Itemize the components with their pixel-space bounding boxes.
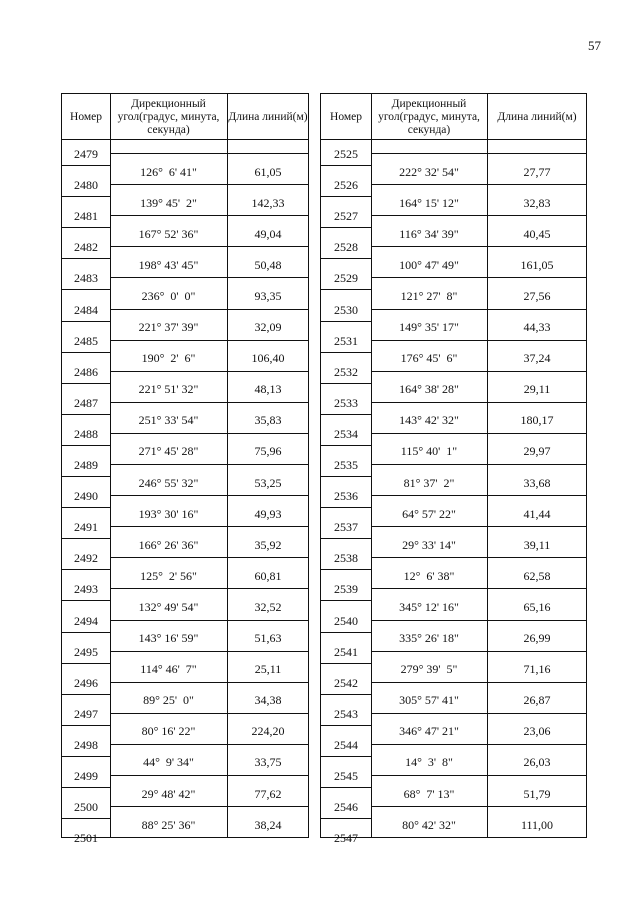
row-divider bbox=[321, 165, 371, 166]
line-length: 51,63 bbox=[254, 631, 282, 646]
row-divider bbox=[371, 402, 587, 403]
line-length: 29,97 bbox=[523, 444, 551, 459]
line-length: 29,11 bbox=[523, 382, 551, 397]
direction-angle: 198° 43' 45" bbox=[138, 257, 199, 272]
row-divider bbox=[110, 215, 309, 216]
row-divider bbox=[110, 464, 309, 465]
line-length: 44,33 bbox=[523, 320, 551, 335]
row-divider bbox=[321, 694, 371, 695]
point-number: 2547 bbox=[334, 831, 358, 846]
direction-angle: 143° 42' 32" bbox=[399, 413, 459, 428]
direction-angle: 132° 49' 54" bbox=[138, 599, 199, 614]
point-number: 2494 bbox=[74, 613, 98, 628]
row-divider bbox=[321, 289, 371, 290]
line-length: 32,52 bbox=[254, 599, 282, 614]
direction-angle: 121° 27' 8" bbox=[400, 288, 458, 303]
line-length: 37,24 bbox=[523, 351, 551, 366]
row-divider bbox=[371, 433, 587, 434]
row-divider bbox=[321, 321, 371, 322]
direction-angle: 80° 16' 22" bbox=[141, 724, 196, 739]
line-length: 38,24 bbox=[254, 817, 282, 832]
point-number: 2535 bbox=[334, 458, 358, 472]
point-number: 2479 bbox=[74, 147, 98, 161]
row-divider bbox=[110, 744, 309, 745]
direction-angle: 164° 15' 12" bbox=[399, 195, 459, 210]
row-divider bbox=[321, 569, 371, 570]
row-divider bbox=[110, 775, 309, 776]
row-divider bbox=[110, 557, 309, 558]
point-number: 2481 bbox=[74, 209, 98, 224]
left-coordinates-table bbox=[61, 93, 309, 846]
point-number: 2483 bbox=[74, 271, 98, 286]
point-number: 2480 bbox=[74, 178, 98, 193]
row-divider bbox=[321, 383, 371, 384]
direction-angle: 143° 16' 59" bbox=[138, 631, 199, 646]
direction-angle: 100° 47' 49" bbox=[399, 257, 459, 272]
row-divider bbox=[62, 600, 110, 601]
header-length: Длина линий(м) bbox=[497, 110, 577, 123]
direction-angle: 12° 6' 38" bbox=[403, 568, 455, 583]
row-divider bbox=[371, 309, 587, 310]
direction-angle: 164° 38' 28" bbox=[399, 382, 459, 397]
row-divider bbox=[321, 507, 371, 508]
direction-angle: 126° 6' 41" bbox=[140, 164, 197, 179]
header-angle: Дирекционный угол(градус, минута, секунда) bbox=[378, 97, 480, 136]
row-divider bbox=[62, 289, 110, 290]
point-number: 2544 bbox=[334, 737, 358, 752]
line-length: 142,33 bbox=[251, 195, 285, 210]
row-divider bbox=[371, 682, 587, 683]
direction-angle: 116° 34' 39" bbox=[399, 226, 459, 241]
row-divider bbox=[62, 632, 110, 633]
direction-angle: 246° 55' 32" bbox=[138, 475, 199, 490]
line-length: 27,56 bbox=[523, 288, 551, 303]
row-divider bbox=[371, 495, 587, 496]
row-divider bbox=[371, 184, 587, 185]
header-number: Номер bbox=[330, 110, 362, 123]
point-number: 2491 bbox=[74, 520, 98, 535]
row-divider bbox=[62, 756, 110, 757]
line-length: 180,17 bbox=[520, 413, 554, 428]
row-divider bbox=[110, 433, 309, 434]
direction-angle: 190° 2' 6" bbox=[141, 351, 196, 366]
direction-angle: 335° 26' 18" bbox=[399, 631, 459, 646]
line-length: 53,25 bbox=[254, 475, 282, 490]
point-number: 2489 bbox=[74, 458, 98, 472]
line-length: 50,48 bbox=[254, 257, 282, 272]
row-divider bbox=[110, 526, 309, 527]
direction-angle: 271° 45' 28" bbox=[138, 444, 199, 459]
header-length: Длина линий(м) bbox=[228, 110, 308, 123]
point-number: 2534 bbox=[334, 426, 358, 441]
line-length: 60,81 bbox=[254, 568, 282, 583]
right-coordinates-table bbox=[320, 93, 587, 846]
line-length: 51,79 bbox=[523, 786, 551, 801]
direction-angle: 345° 12' 16" bbox=[399, 599, 459, 614]
row-divider bbox=[321, 600, 371, 601]
point-number: 2533 bbox=[334, 395, 358, 410]
point-number: 2501 bbox=[74, 831, 98, 846]
header-angle: Дирекционный угол(градус, минута, секунда) bbox=[117, 97, 220, 136]
header-number: Номер bbox=[70, 110, 102, 123]
line-length: 93,35 bbox=[254, 288, 282, 303]
direction-angle: 176° 45' 6" bbox=[400, 351, 458, 366]
point-number: 2486 bbox=[74, 364, 98, 379]
table-header bbox=[321, 94, 586, 140]
point-number: 2488 bbox=[74, 426, 98, 441]
point-number: 2541 bbox=[334, 644, 358, 659]
row-divider bbox=[321, 414, 371, 415]
direction-angle: 149° 35' 17" bbox=[399, 320, 459, 335]
direction-angle: 193° 30' 16" bbox=[138, 506, 199, 521]
row-divider bbox=[62, 383, 110, 384]
direction-angle: 29° 33' 14" bbox=[402, 537, 456, 552]
table-header bbox=[62, 94, 308, 140]
direction-angle: 29° 48' 42" bbox=[141, 786, 196, 801]
direction-angle: 166° 26' 36" bbox=[138, 537, 199, 552]
direction-angle: 114° 46' 7" bbox=[140, 662, 197, 677]
line-length: 32,09 bbox=[254, 320, 282, 335]
row-divider bbox=[371, 620, 587, 621]
row-divider bbox=[62, 725, 110, 726]
point-number: 2542 bbox=[334, 675, 358, 690]
row-divider bbox=[110, 713, 309, 714]
point-number: 2543 bbox=[334, 706, 358, 721]
direction-angle: 221° 37' 39" bbox=[138, 320, 199, 335]
point-number: 2540 bbox=[334, 613, 358, 628]
point-number: 2530 bbox=[334, 302, 358, 317]
row-divider bbox=[321, 196, 371, 197]
point-number: 2532 bbox=[334, 364, 358, 379]
row-divider bbox=[62, 414, 110, 415]
line-length: 111,00 bbox=[520, 817, 554, 832]
row-divider bbox=[110, 682, 309, 683]
row-divider bbox=[110, 651, 309, 652]
direction-angle: 125° 2' 56" bbox=[140, 568, 197, 583]
direction-angle: 14° 3' 8" bbox=[405, 755, 453, 770]
point-number: 2496 bbox=[74, 675, 98, 690]
line-length: 40,45 bbox=[523, 226, 551, 241]
direction-angle: 222° 32' 54" bbox=[399, 164, 459, 179]
row-divider bbox=[321, 258, 371, 259]
direction-angle: 139° 45' 2" bbox=[140, 195, 197, 210]
row-divider bbox=[62, 321, 110, 322]
row-divider bbox=[110, 277, 309, 278]
direction-angle: 89° 25' 0" bbox=[143, 693, 194, 708]
row-divider bbox=[321, 227, 371, 228]
direction-angle: 236° 0' 0" bbox=[141, 288, 196, 303]
line-length: 34,38 bbox=[254, 693, 282, 708]
row-divider bbox=[110, 806, 309, 807]
point-number: 2545 bbox=[334, 769, 358, 783]
row-divider bbox=[321, 663, 371, 664]
row-divider bbox=[62, 569, 110, 570]
row-divider bbox=[62, 196, 110, 197]
point-number: 2528 bbox=[334, 240, 358, 255]
row-divider bbox=[110, 246, 309, 247]
row-divider bbox=[110, 495, 309, 496]
row-divider bbox=[321, 725, 371, 726]
point-number: 2485 bbox=[74, 333, 98, 348]
direction-angle: 80° 42' 32" bbox=[402, 817, 456, 832]
row-divider bbox=[62, 694, 110, 695]
row-divider bbox=[62, 538, 110, 539]
point-number: 2497 bbox=[74, 706, 98, 721]
row-divider bbox=[110, 402, 309, 403]
row-divider bbox=[110, 184, 309, 185]
row-divider bbox=[62, 507, 110, 508]
row-divider bbox=[371, 371, 587, 372]
point-number: 2492 bbox=[74, 551, 98, 566]
row-divider bbox=[62, 227, 110, 228]
line-length: 35,83 bbox=[254, 413, 282, 428]
row-divider bbox=[371, 557, 587, 558]
row-divider bbox=[110, 620, 309, 621]
direction-angle: 346° 47' 21" bbox=[399, 724, 459, 739]
line-length: 106,40 bbox=[251, 351, 285, 366]
line-length: 27,77 bbox=[523, 164, 551, 179]
row-divider bbox=[371, 215, 587, 216]
line-length: 77,62 bbox=[254, 786, 282, 801]
row-divider bbox=[371, 713, 587, 714]
direction-angle: 279° 39' 5" bbox=[400, 662, 458, 677]
line-length: 39,11 bbox=[523, 537, 551, 552]
line-length: 71,16 bbox=[523, 662, 551, 677]
point-number: 2536 bbox=[334, 489, 358, 504]
line-length: 35,92 bbox=[254, 537, 282, 552]
line-length: 48,13 bbox=[254, 382, 282, 397]
line-length: 41,44 bbox=[523, 506, 551, 521]
direction-angle: 221° 51' 32" bbox=[138, 382, 199, 397]
row-divider bbox=[371, 526, 587, 527]
line-length: 25,11 bbox=[254, 662, 282, 677]
point-number: 2500 bbox=[74, 800, 98, 815]
row-divider bbox=[371, 588, 587, 589]
page-number: 57 bbox=[588, 38, 601, 53]
row-divider bbox=[321, 787, 371, 788]
row-divider bbox=[62, 476, 110, 477]
point-number: 2525 bbox=[334, 147, 358, 161]
line-length: 32,83 bbox=[523, 195, 551, 210]
point-number: 2538 bbox=[334, 551, 358, 566]
line-length: 62,58 bbox=[523, 568, 551, 583]
line-length: 224,20 bbox=[251, 724, 285, 739]
line-length: 26,87 bbox=[523, 693, 551, 708]
point-number: 2482 bbox=[74, 240, 98, 255]
row-divider bbox=[62, 165, 110, 166]
row-divider bbox=[62, 787, 110, 788]
direction-angle: 68° 7' 13" bbox=[403, 786, 455, 801]
point-number: 2539 bbox=[334, 582, 358, 597]
row-divider bbox=[371, 464, 587, 465]
row-divider bbox=[110, 371, 309, 372]
row-divider bbox=[371, 277, 587, 278]
row-divider bbox=[62, 663, 110, 664]
row-divider bbox=[321, 756, 371, 757]
point-number: 2527 bbox=[334, 209, 358, 224]
line-length: 33,68 bbox=[523, 475, 551, 490]
row-divider bbox=[62, 445, 110, 446]
point-number: 2526 bbox=[334, 178, 358, 193]
row-divider bbox=[321, 352, 371, 353]
row-divider bbox=[110, 588, 309, 589]
line-length: 26,99 bbox=[523, 631, 551, 646]
line-length: 26,03 bbox=[523, 755, 551, 770]
row-divider bbox=[62, 258, 110, 259]
line-length: 49,04 bbox=[254, 226, 282, 241]
direction-angle: 167° 52' 36" bbox=[138, 226, 199, 241]
row-divider bbox=[321, 818, 371, 819]
row-divider bbox=[110, 340, 309, 341]
line-length: 61,05 bbox=[254, 164, 282, 179]
point-number: 2484 bbox=[74, 302, 98, 317]
point-number: 2531 bbox=[334, 333, 358, 348]
row-divider bbox=[371, 246, 587, 247]
direction-angle: 305° 57' 41" bbox=[399, 693, 459, 708]
point-number: 2499 bbox=[74, 769, 98, 783]
row-divider bbox=[110, 153, 309, 154]
point-number: 2546 bbox=[334, 800, 358, 815]
row-divider bbox=[62, 818, 110, 819]
point-number: 2487 bbox=[74, 395, 98, 410]
row-divider bbox=[321, 632, 371, 633]
direction-angle: 115° 40' 1" bbox=[400, 444, 458, 459]
point-number: 2493 bbox=[74, 582, 98, 597]
line-length: 161,05 bbox=[520, 257, 554, 272]
point-number: 2490 bbox=[74, 489, 98, 504]
row-divider bbox=[321, 476, 371, 477]
row-divider bbox=[371, 340, 587, 341]
line-length: 65,16 bbox=[523, 599, 551, 614]
direction-angle: 44° 9' 34" bbox=[143, 755, 194, 770]
row-divider bbox=[321, 538, 371, 539]
row-divider bbox=[371, 153, 587, 154]
row-divider bbox=[371, 744, 587, 745]
row-divider bbox=[110, 309, 309, 310]
row-divider bbox=[371, 775, 587, 776]
line-length: 33,75 bbox=[254, 755, 282, 770]
point-number: 2498 bbox=[74, 737, 98, 752]
line-length: 23,06 bbox=[523, 724, 551, 739]
line-length: 49,93 bbox=[254, 506, 282, 521]
direction-angle: 81° 37' 2" bbox=[403, 475, 455, 490]
direction-angle: 251° 33' 54" bbox=[138, 413, 199, 428]
direction-angle: 88° 25' 36" bbox=[141, 817, 196, 832]
row-divider bbox=[371, 651, 587, 652]
line-length: 75,96 bbox=[254, 444, 282, 459]
direction-angle: 64° 57' 22" bbox=[402, 506, 456, 521]
point-number: 2537 bbox=[334, 520, 358, 535]
row-divider bbox=[371, 806, 587, 807]
row-divider bbox=[62, 352, 110, 353]
point-number: 2529 bbox=[334, 271, 358, 286]
row-divider bbox=[321, 445, 371, 446]
point-number: 2495 bbox=[74, 644, 98, 659]
